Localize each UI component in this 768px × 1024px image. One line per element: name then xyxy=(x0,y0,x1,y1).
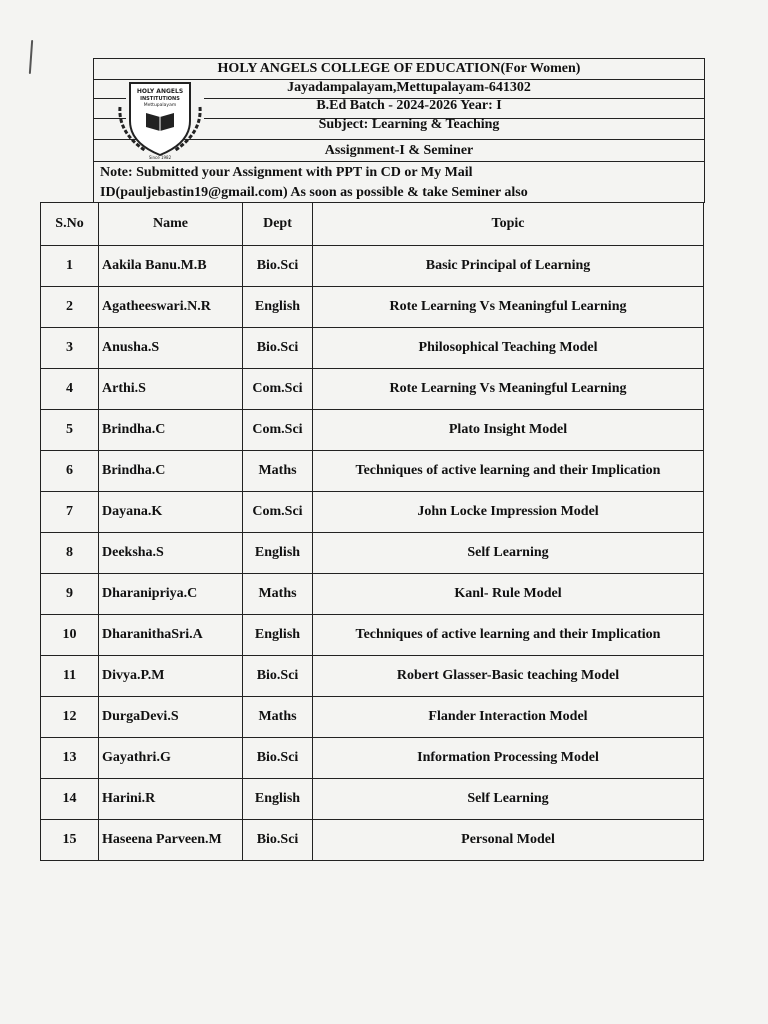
cell-topic: Rote Learning Vs Meaningful Learning xyxy=(313,287,704,328)
cell-topic: Rote Learning Vs Meaningful Learning xyxy=(313,369,704,410)
note-line2: ID(pauljebastin19@gmail.com) As soon as possible & take Seminer also xyxy=(100,185,528,200)
scan-mark xyxy=(29,40,33,74)
header-dept: Dept xyxy=(243,203,313,246)
subject: Subject: Learning & Teaching xyxy=(318,117,500,132)
logo-line2: INSTITUTIONS xyxy=(140,96,180,102)
note xyxy=(100,163,700,203)
cell-topic: Basic Principal of Learning xyxy=(313,246,704,287)
cell-topic: Personal Model xyxy=(313,820,704,861)
cell-topic: Plato Insight Model xyxy=(313,410,704,451)
table-row xyxy=(41,287,704,328)
cell-sno: 9 xyxy=(41,574,99,615)
note-line1: Note: Submitted your Assignment with PPT in CD or My Mail xyxy=(100,165,473,180)
cell-dept: Com.Sci xyxy=(243,410,313,451)
table-row xyxy=(41,615,704,656)
cell-sno: 10 xyxy=(41,615,99,656)
logo-since: Since 1982 xyxy=(148,155,172,160)
cell-name: Arthi.S xyxy=(99,369,243,410)
table-row xyxy=(41,451,704,492)
cell-name: Harini.R xyxy=(99,779,243,820)
table-row xyxy=(41,492,704,533)
cell-dept: English xyxy=(243,287,313,328)
cell-sno: 13 xyxy=(41,738,99,779)
cell-dept: Bio.Sci xyxy=(243,246,313,287)
cell-dept: Bio.Sci xyxy=(243,656,313,697)
table-row xyxy=(41,779,704,820)
cell-topic: John Locke Impression Model xyxy=(313,492,704,533)
table-row xyxy=(41,533,704,574)
cell-dept: Bio.Sci xyxy=(243,820,313,861)
cell-topic: Kanl- Rule Model xyxy=(313,574,704,615)
cell-dept: English xyxy=(243,779,313,820)
college-logo-icon xyxy=(116,77,204,161)
cell-sno: 6 xyxy=(41,451,99,492)
header-divider xyxy=(94,161,704,162)
cell-dept: English xyxy=(243,533,313,574)
cell-dept: Bio.Sci xyxy=(243,738,313,779)
cell-topic: Philosophical Teaching Model xyxy=(313,328,704,369)
table-row xyxy=(41,574,704,615)
header-topic: Topic xyxy=(313,203,704,246)
cell-name: Divya.P.M xyxy=(99,656,243,697)
cell-sno: 15 xyxy=(41,820,99,861)
cell-name: Aakila Banu.M.B xyxy=(99,246,243,287)
cell-name: Dayana.K xyxy=(99,492,243,533)
cell-dept: English xyxy=(243,615,313,656)
document-header xyxy=(93,58,705,203)
cell-name: DurgaDevi.S xyxy=(99,697,243,738)
cell-topic: Self Learning xyxy=(313,779,704,820)
cell-name: Dharanipriya.C xyxy=(99,574,243,615)
cell-name: Brindha.C xyxy=(99,451,243,492)
table-row xyxy=(41,656,704,697)
cell-topic: Techniques of active learning and their Implication xyxy=(313,615,704,656)
cell-sno: 2 xyxy=(41,287,99,328)
cell-dept: Com.Sci xyxy=(243,369,313,410)
cell-sno: 5 xyxy=(41,410,99,451)
cell-topic: Flander Interaction Model xyxy=(313,697,704,738)
cell-sno: 14 xyxy=(41,779,99,820)
header-name: Name xyxy=(99,203,243,246)
assignment-table xyxy=(40,202,704,861)
cell-dept: Com.Sci xyxy=(243,492,313,533)
cell-sno: 12 xyxy=(41,697,99,738)
cell-name: Deeksha.S xyxy=(99,533,243,574)
cell-topic: Information Processing Model xyxy=(313,738,704,779)
cell-dept: Maths xyxy=(243,451,313,492)
cell-dept: Maths xyxy=(243,697,313,738)
table-row xyxy=(41,738,704,779)
cell-name: Anusha.S xyxy=(99,328,243,369)
assignment-title: Assignment-I & Seminer xyxy=(324,143,474,158)
cell-name: Brindha.C xyxy=(99,410,243,451)
cell-name: Agatheeswari.N.R xyxy=(99,287,243,328)
cell-name: DharanithaSri.A xyxy=(99,615,243,656)
cell-topic: Robert Glasser-Basic teaching Model xyxy=(313,656,704,697)
cell-dept: Maths xyxy=(243,574,313,615)
table-row xyxy=(41,246,704,287)
batch-year: B.Ed Batch - 2024-2026 Year: I xyxy=(316,98,502,113)
table-row xyxy=(41,328,704,369)
table-row xyxy=(41,410,704,451)
college-name: HOLY ANGELS COLLEGE OF EDUCATION(For Women) xyxy=(217,61,581,76)
cell-sno: 1 xyxy=(41,246,99,287)
cell-sno: 11 xyxy=(41,656,99,697)
college-address: Jayadampalayam,Mettupalayam-641302 xyxy=(287,80,531,95)
table-row xyxy=(41,697,704,738)
table-row xyxy=(41,820,704,861)
cell-sno: 4 xyxy=(41,369,99,410)
cell-sno: 8 xyxy=(41,533,99,574)
logo-line1: HOLY ANGELS xyxy=(136,88,184,95)
cell-dept: Bio.Sci xyxy=(243,328,313,369)
table-row xyxy=(41,369,704,410)
table-header-row xyxy=(41,203,704,246)
cell-topic: Techniques of active learning and their Implication xyxy=(313,451,704,492)
header-sno: S.No xyxy=(41,203,99,246)
logo-line3: Mettupalayam xyxy=(143,103,177,108)
cell-name: Gayathri.G xyxy=(99,738,243,779)
cell-sno: 7 xyxy=(41,492,99,533)
cell-name: Haseena Parveen.M xyxy=(99,820,243,861)
cell-sno: 3 xyxy=(41,328,99,369)
cell-topic: Self Learning xyxy=(313,533,704,574)
